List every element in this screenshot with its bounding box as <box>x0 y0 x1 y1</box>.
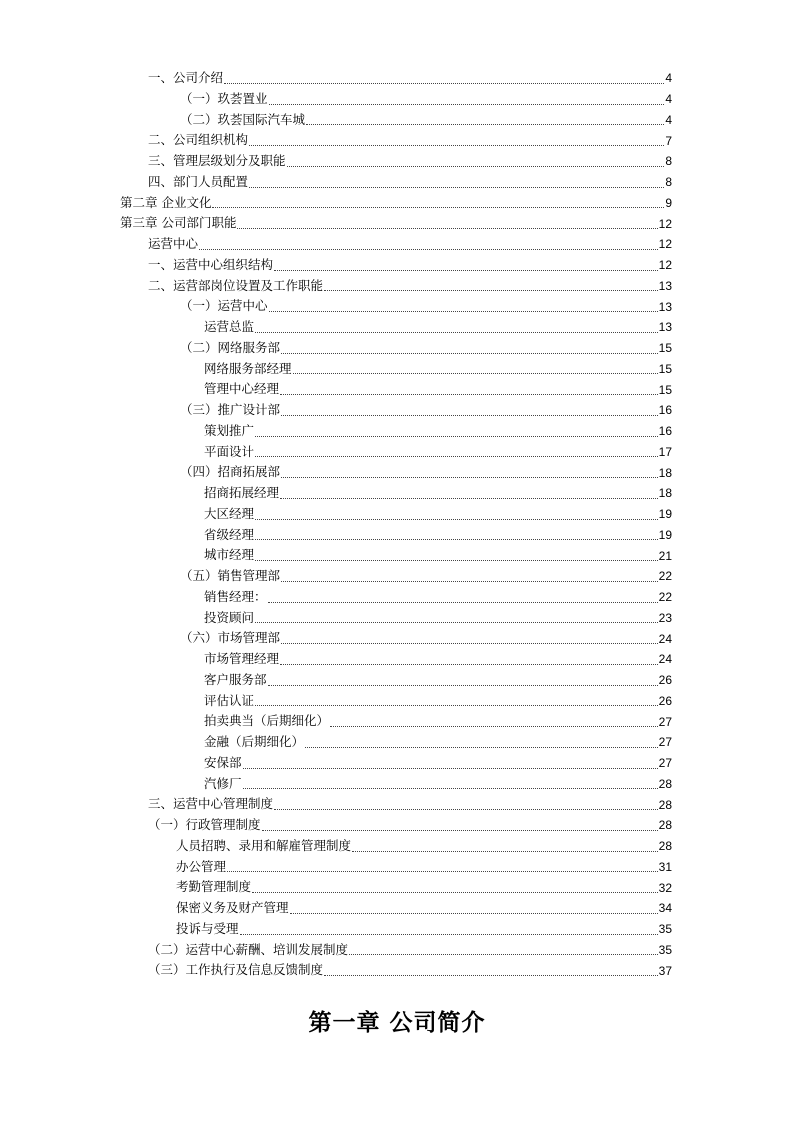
chapter-heading: 第一章 公司简介 <box>308 1010 486 1036</box>
toc-entry-page: 31 <box>658 859 672 874</box>
toc-entry[interactable] <box>148 234 672 255</box>
toc-dot-leader <box>252 891 658 893</box>
toc-entry-title: 投资顾问 <box>204 609 255 625</box>
toc-entry-page: 35 <box>658 942 672 957</box>
toc-entry-page: 37 <box>658 963 672 978</box>
toc-dot-leader <box>274 808 658 810</box>
toc-entry[interactable] <box>148 130 672 151</box>
toc-entry-title: 四、部门人员配置 <box>148 173 249 189</box>
toc-entry[interactable] <box>204 753 672 774</box>
toc-entry-page: 4 <box>665 71 672 86</box>
toc-entry-title: 城市经理 <box>204 547 255 563</box>
toc-dot-leader <box>305 746 658 748</box>
toc-entry[interactable] <box>148 151 672 172</box>
toc-entry[interactable] <box>120 213 672 234</box>
toc-entry[interactable] <box>204 525 672 546</box>
toc-entry-title: 客户服务部 <box>204 671 267 687</box>
toc-entry[interactable] <box>180 296 672 317</box>
toc-entry-page: 12 <box>658 216 672 231</box>
toc-entry-page: 26 <box>658 693 672 708</box>
toc-entry-title: 第二章 企业文化 <box>120 194 212 210</box>
toc-entry-page: 13 <box>658 320 672 335</box>
toc-entry-page: 4 <box>665 92 672 107</box>
toc-dot-leader <box>281 414 658 416</box>
toc-entry-page: 35 <box>658 922 672 937</box>
toc-entry-title: 投诉与受理 <box>176 920 239 936</box>
toc-entry-title: （一）运营中心 <box>180 298 268 314</box>
toc-entry[interactable] <box>204 317 672 338</box>
toc-entry-page: 28 <box>658 839 672 854</box>
toc-entry-title: 拍卖典当（后期细化） <box>204 713 330 729</box>
toc-dot-leader <box>330 725 658 727</box>
toc-dot-leader <box>280 663 658 665</box>
toc-entry[interactable] <box>148 172 672 193</box>
toc-entry-page: 28 <box>658 818 672 833</box>
toc-dot-leader <box>224 82 664 84</box>
toc-entry[interactable] <box>204 691 672 712</box>
toc-dot-leader <box>324 289 658 291</box>
toc-entry[interactable] <box>148 794 672 815</box>
toc-entry-title: 大区经理 <box>204 505 255 521</box>
toc-dot-leader <box>269 103 665 105</box>
toc-entry-page: 34 <box>658 901 672 916</box>
toc-entry-title: （四）招商拓展部 <box>180 464 281 480</box>
toc-entry-title: 评估认证 <box>204 692 255 708</box>
toc-entry[interactable] <box>180 338 672 359</box>
toc-dot-leader <box>249 186 664 188</box>
toc-entry-page: 32 <box>658 880 672 895</box>
toc-dot-leader <box>243 767 658 769</box>
toc-entry-page: 22 <box>658 569 672 584</box>
toc-dot-leader <box>349 953 658 955</box>
toc-dot-leader <box>255 455 658 457</box>
toc-entry-title: （二）玖荟国际汽车城 <box>180 111 306 127</box>
toc-dot-leader <box>255 621 658 623</box>
toc-dot-leader <box>281 352 658 354</box>
toc-entry-page: 7 <box>665 133 672 148</box>
toc-entry-title: 三、管理层级划分及职能 <box>148 153 286 169</box>
toc-entry-title: 二、公司组织机构 <box>148 132 249 148</box>
toc-entry-page: 19 <box>658 507 672 522</box>
toc-dot-leader <box>274 269 658 271</box>
toc-dot-leader <box>255 538 658 540</box>
toc-dot-leader <box>281 580 658 582</box>
toc-entry[interactable] <box>148 940 672 961</box>
toc-entry-page: 23 <box>658 610 672 625</box>
toc-entry-title: （二）运营中心薪酬、培训发展制度 <box>148 941 349 957</box>
toc-entry-page: 21 <box>658 548 672 563</box>
toc-entry[interactable] <box>204 421 672 442</box>
toc-dot-leader <box>255 559 658 561</box>
toc-entry-title: 平面设计 <box>204 443 255 459</box>
toc-entry-page: 15 <box>658 382 672 397</box>
toc-entry[interactable] <box>204 359 672 380</box>
toc-entry-page: 16 <box>658 403 672 418</box>
toc-entry[interactable] <box>204 732 672 753</box>
toc-entry[interactable] <box>148 960 672 981</box>
toc-dot-leader <box>290 912 658 914</box>
toc-entry-title: 运营总监 <box>204 319 255 335</box>
toc-dot-leader <box>199 248 658 250</box>
toc-dot-leader <box>287 165 665 167</box>
toc-entry-title: 办公管理 <box>176 858 227 874</box>
toc-entry-title: 市场管理经理 <box>204 651 280 667</box>
toc-entry-title: （一）行政管理制度 <box>148 817 261 833</box>
toc-entry-title: 第三章 公司部门职能 <box>120 215 237 231</box>
toc-entry-page: 4 <box>665 112 672 127</box>
toc-entry-title: （五）销售管理部 <box>180 568 281 584</box>
toc-entry-page: 13 <box>658 299 672 314</box>
toc-entry[interactable] <box>180 89 672 110</box>
toc-entry-page: 8 <box>665 175 672 190</box>
toc-entry-title: 金融（后期细化） <box>204 734 305 750</box>
toc-entry-page: 16 <box>658 424 672 439</box>
toc-entry[interactable] <box>176 836 672 857</box>
toc-dot-leader <box>237 227 657 229</box>
toc-entry-title: （二）网络服务部 <box>180 339 281 355</box>
toc-entry[interactable] <box>180 110 672 131</box>
toc-entry-page: 28 <box>658 776 672 791</box>
toc-dot-leader <box>255 518 658 520</box>
toc-dot-leader <box>281 642 658 644</box>
toc-entry-title: 考勤管理制度 <box>176 879 252 895</box>
toc-entry[interactable] <box>176 877 672 898</box>
toc-entry-title: 人员招聘、录用和解雇管理制度 <box>176 837 352 853</box>
toc-entry-title: 网络服务部经理 <box>204 360 292 376</box>
toc-entry-page: 26 <box>658 673 672 688</box>
toc-entry-page: 24 <box>658 652 672 667</box>
toc-dot-leader <box>243 787 658 789</box>
toc-entry[interactable] <box>180 566 672 587</box>
toc-entry-page: 24 <box>658 631 672 646</box>
toc-entry-title: 保密义务及财产管理 <box>176 900 289 916</box>
toc-entry[interactable] <box>204 587 672 608</box>
toc-entry-title: （三）工作执行及信息反馈制度 <box>148 962 324 978</box>
toc-entry[interactable] <box>176 919 672 940</box>
toc-entry[interactable] <box>204 649 672 670</box>
toc-dot-leader <box>269 310 658 312</box>
toc-entry[interactable] <box>176 898 672 919</box>
toc-entry-page: 27 <box>658 756 672 771</box>
toc-entry[interactable] <box>204 545 672 566</box>
toc-dot-leader <box>306 123 664 125</box>
toc-entry-title: 管理中心经理 <box>204 381 280 397</box>
toc-entry-title: （六）市场管理部 <box>180 630 281 646</box>
toc-entry-title: 省级经理 <box>204 526 255 542</box>
toc-dot-leader <box>255 435 658 437</box>
toc-entry-title: 二、运营部岗位设置及工作职能 <box>148 277 324 293</box>
toc-dot-leader <box>227 870 658 872</box>
toc-dot-leader <box>280 393 658 395</box>
toc-dot-leader <box>255 704 658 706</box>
toc-entry-page: 12 <box>658 258 672 273</box>
toc-entry-title: （三）推广设计部 <box>180 402 281 418</box>
toc-entry-page: 15 <box>658 361 672 376</box>
toc-entry[interactable] <box>204 504 672 525</box>
toc-entry[interactable] <box>204 379 672 400</box>
toc-entry[interactable] <box>148 276 672 297</box>
toc-dot-leader <box>249 144 664 146</box>
toc-entry-title: 安保部 <box>204 754 242 770</box>
toc-entry-page: 8 <box>665 154 672 169</box>
toc-entry[interactable] <box>204 774 672 795</box>
toc-entry[interactable] <box>148 815 672 836</box>
toc-dot-leader <box>281 476 658 478</box>
toc-dot-leader <box>268 684 658 686</box>
toc-entry-title: （一）玖荟置业 <box>180 90 268 106</box>
toc-dot-leader <box>280 497 658 499</box>
toc-entry-page: 12 <box>658 237 672 252</box>
toc-entry[interactable] <box>204 442 672 463</box>
toc-entry-page: 19 <box>658 527 672 542</box>
toc-dot-leader <box>324 974 658 976</box>
toc-entry-page: 17 <box>658 444 672 459</box>
toc-entry[interactable] <box>176 857 672 878</box>
toc-entry[interactable] <box>204 608 672 629</box>
toc-entry-page: 28 <box>658 797 672 812</box>
toc-entry-title: 销售经理： <box>204 588 267 604</box>
toc-entry-page: 18 <box>658 486 672 501</box>
toc-entry[interactable] <box>148 68 672 89</box>
toc-entry-page: 13 <box>658 278 672 293</box>
toc-dot-leader <box>240 933 658 935</box>
toc-entry[interactable] <box>204 483 672 504</box>
toc-dot-leader <box>212 206 664 208</box>
toc-entry-page: 27 <box>658 735 672 750</box>
toc-entry[interactable] <box>204 711 672 732</box>
toc-entry[interactable] <box>148 255 672 276</box>
toc-entry[interactable] <box>180 628 672 649</box>
toc-entry-title: 汽修厂 <box>204 775 242 791</box>
toc-entry-title: 策划推广 <box>204 422 255 438</box>
table-of-contents <box>0 68 794 981</box>
toc-entry-page: 18 <box>658 465 672 480</box>
toc-entry-page: 27 <box>658 714 672 729</box>
toc-dot-leader <box>262 829 658 831</box>
toc-entry-title: 一、公司介绍 <box>148 70 224 86</box>
toc-entry-title: 三、运营中心管理制度 <box>148 796 274 812</box>
toc-entry-page: 9 <box>665 195 672 210</box>
toc-dot-leader <box>255 331 658 333</box>
toc-dot-leader <box>268 601 658 603</box>
toc-entry-title: 运营中心 <box>148 236 199 252</box>
toc-entry-page: 15 <box>658 341 672 356</box>
toc-entry[interactable] <box>204 670 672 691</box>
toc-entry[interactable] <box>120 193 672 214</box>
toc-entry-title: 招商拓展经理 <box>204 485 280 501</box>
toc-entry-page: 22 <box>658 590 672 605</box>
toc-dot-leader <box>352 850 658 852</box>
toc-dot-leader <box>293 372 658 374</box>
toc-entry-title: 一、运营中心组织结构 <box>148 256 274 272</box>
toc-entry[interactable] <box>180 400 672 421</box>
toc-entry[interactable] <box>180 462 672 483</box>
